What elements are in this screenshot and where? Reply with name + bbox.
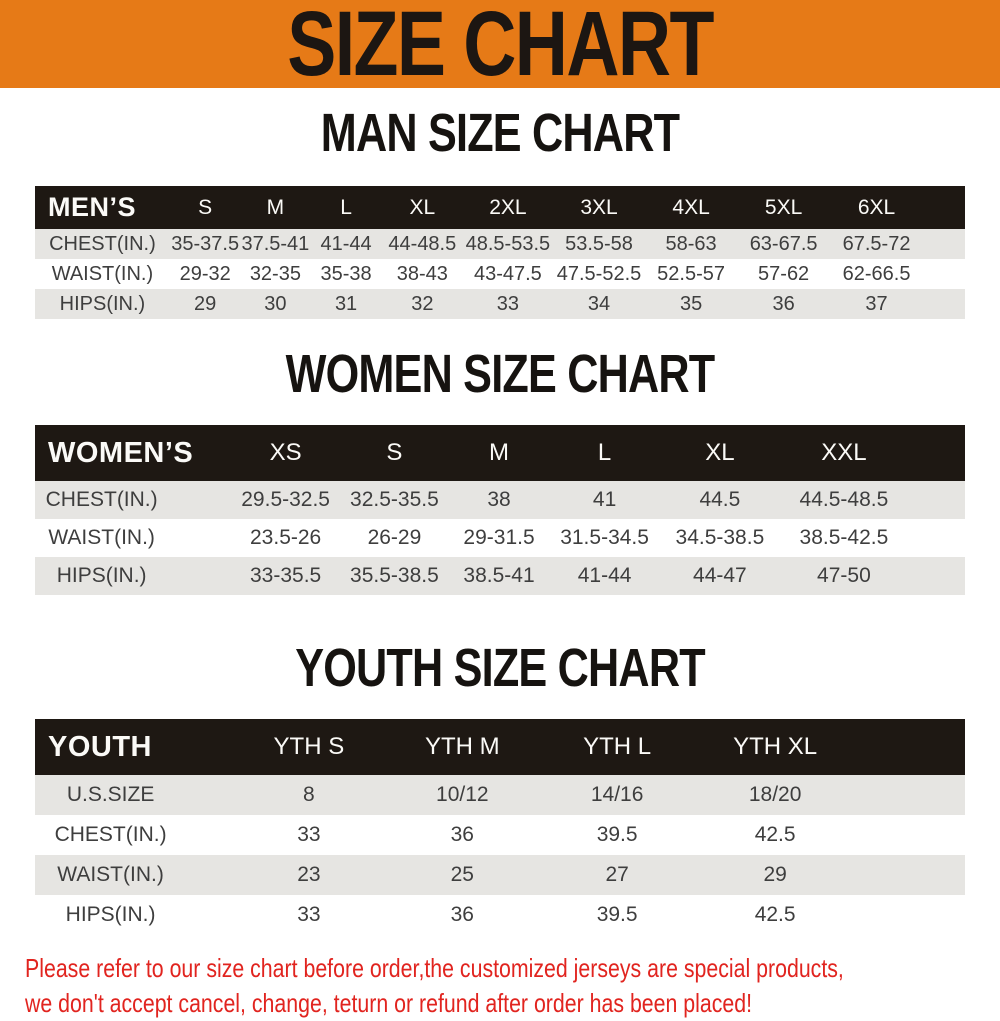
measurement-value: 38 [487,488,511,511]
measurement-label: HIPS(IN.) [59,292,146,315]
measurement-value: 23.5-26 [250,526,322,549]
measurement-value: 38.5-42.5 [799,526,889,549]
measurement-value: 10/12 [436,783,489,806]
measurement-row [35,775,965,815]
measurement-row [35,519,965,557]
size-column-header: 4XL [672,195,710,219]
measurement-value: 36 [450,903,474,926]
size-column-header: L [597,439,612,466]
measurement-value: 41-44 [320,232,372,255]
measurement-value: 32-35 [249,262,301,285]
measurement-row [35,557,965,595]
measurement-label: WAIST(IN.) [48,526,155,549]
measurement-value: 34 [587,292,611,315]
measurement-label: WAIST(IN.) [57,863,164,886]
size-column-header: L [340,195,352,219]
measurement-value: 27 [605,863,629,886]
size-column-header: YTH S [273,733,345,760]
size-column-header: YTH M [424,733,500,760]
measurement-value: 35-37.5 [171,232,240,255]
measurement-value: 37 [865,292,888,315]
measurement-value: 35 [679,292,703,315]
measurement-value: 29 [194,292,217,315]
measurement-row [35,229,965,259]
measurement-value: 41 [592,488,617,511]
women-size-section [0,344,1000,595]
measurement-value: 18/20 [748,783,802,806]
measurement-value: 39.5 [596,903,638,926]
size-column-header: 2XL [489,195,527,219]
youth-size-table [35,719,965,935]
measurement-value: 31 [334,292,358,315]
measurement-label: CHEST(IN.) [45,488,158,511]
measurement-row [35,815,965,855]
measurement-label: HIPS(IN.) [56,564,147,587]
size-column-header: YTH L [583,733,652,760]
mens-size-table [35,186,965,319]
measurement-row [35,895,965,935]
measurement-value: 36 [450,823,474,846]
measurement-value: 38.5-41 [463,564,535,587]
measurement-value: 30 [264,292,287,315]
measurement-row [35,289,965,319]
measurement-value: 23 [297,863,321,886]
size-column-header: YTH XL [733,733,818,760]
measurement-value: 48.5-53.5 [465,232,551,255]
measurement-value: 53.5-58 [565,232,633,255]
section-heading-women [0,344,1000,411]
measurement-label: HIPS(IN.) [65,903,156,926]
size-column-header: 3XL [580,195,618,219]
measurement-value: 58-63 [665,232,717,255]
measurement-label: CHEST(IN.) [49,232,156,255]
measurement-value: 63-67.5 [749,232,818,255]
measurement-value: 14/16 [590,783,644,806]
measurement-value: 62-66.5 [842,262,911,285]
section-heading-text: YOUTH SIZE CHART [295,638,705,698]
womens-size-table [35,425,965,595]
measurement-value: 39.5 [596,823,638,846]
man-size-section [0,103,1000,319]
table-title-cell: YOUTH [48,730,152,763]
measurement-value: 31.5-34.5 [560,526,649,549]
youth-size-section [0,638,1000,935]
measurement-value: 33 [297,903,321,926]
measurement-value: 33 [297,823,321,846]
measurement-value: 38-43 [396,262,448,285]
banner-title: SIZE CHART [287,0,713,95]
size-column-header: 6XL [857,195,896,219]
measurement-value: 32 [411,292,434,315]
measurement-value: 32.5-35.5 [350,488,439,511]
measurement-value: 29-32 [179,262,231,285]
measurement-value: 33 [496,292,519,315]
measurement-row [35,481,965,519]
measurement-label: CHEST(IN.) [54,823,167,846]
measurement-value: 42.5 [754,903,796,926]
measurement-value: 44.5 [699,488,741,511]
size-column-header: M [489,439,510,466]
size-column-header: XL [705,439,735,466]
measurement-value: 25 [450,863,474,886]
measurement-value: 47-50 [817,564,871,587]
measurement-value: 8 [303,783,315,806]
measurement-label: WAIST(IN.) [51,262,154,285]
section-heading-man [0,103,1000,170]
section-heading-youth [0,638,1000,705]
measurement-value: 42.5 [754,823,796,846]
measurement-value: 43-47.5 [473,262,542,285]
measurement-value: 29-31.5 [463,526,535,549]
measurement-value: 37.5-41 [241,232,310,255]
size-column-header: S [386,439,403,466]
size-column-header: S [198,195,213,219]
table-title-cell: WOMEN’S [48,436,194,469]
measurement-value: 44-48.5 [388,232,457,255]
measurement-row [35,259,965,289]
measurement-value: 44.5-48.5 [799,488,889,511]
section-heading-text: WOMEN SIZE CHART [285,344,715,404]
measurement-value: 47.5-52.5 [556,262,642,285]
size-table-header-row [35,425,965,481]
size-table-header-row [35,186,965,229]
measurement-value: 35.5-38.5 [350,564,439,587]
measurement-value: 34.5-38.5 [675,526,765,549]
table-title-cell: MEN’S [48,192,137,222]
measurement-value: 26-29 [367,526,422,549]
measurement-value: 67.5-72 [842,232,911,255]
size-column-header: XL [409,195,436,219]
measurement-value: 29 [763,863,787,886]
measurement-value: 29.5-32.5 [241,488,330,511]
size-column-header: XS [269,439,302,466]
disclaimer-line-1: Please refer to our size chart before order,the customized jerseys are special products, [25,953,844,983]
size-column-header: 5XL [764,195,803,219]
disclaimer [0,951,1000,1021]
measurement-value: 52.5-57 [657,262,725,285]
measurement-row [35,855,965,895]
measurement-value: 33-35.5 [250,564,322,587]
measurement-value: 35-38 [320,262,372,285]
size-column-header: XXL [821,439,867,466]
disclaimer-line-2: we don't accept cancel, change, teturn or refund after order has been placed! [25,988,753,1018]
measurement-value: 44-47 [693,564,747,587]
measurement-value: 41-44 [577,564,632,587]
banner [0,0,1000,95]
section-heading-text: MAN SIZE CHART [320,103,680,163]
measurement-label: U.S.SIZE [66,783,155,806]
size-column-header: M [266,195,285,219]
measurement-value: 57-62 [758,262,810,285]
size-table-header-row [35,719,965,775]
measurement-value: 36 [772,292,795,315]
